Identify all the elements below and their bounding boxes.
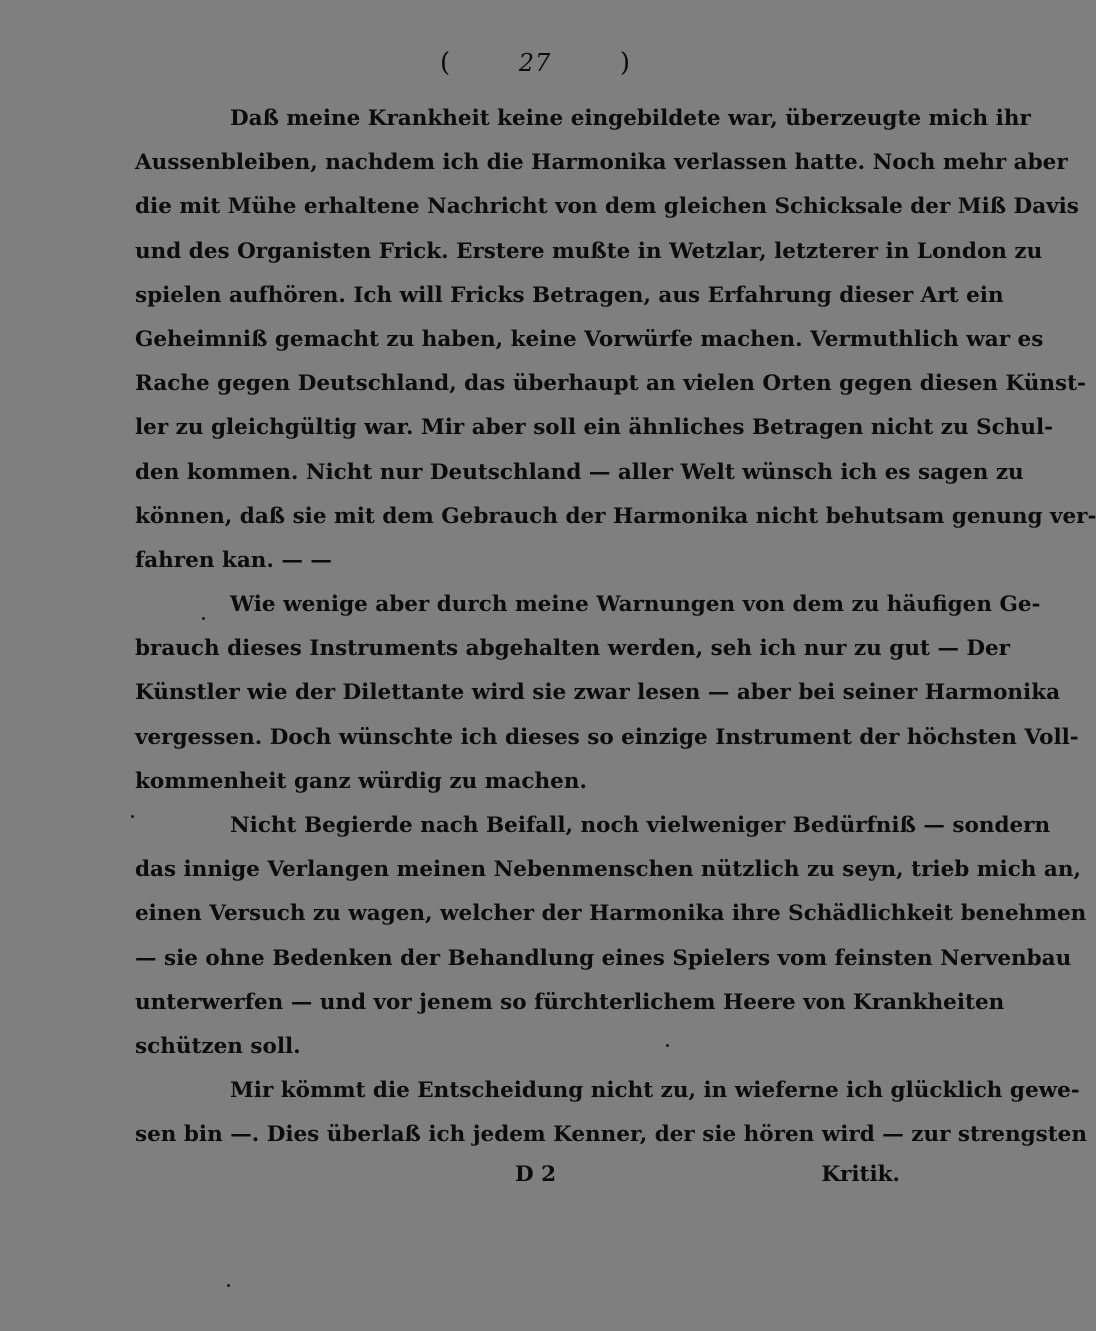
text-line: vergessen. Doch wünschte ich dieses so einzige Instrument der höchsten Voll- [135, 724, 1079, 750]
text-line: einen Versuch zu wagen, welcher der Harmonika ihre Schädlichkeit benehmen [135, 901, 1087, 927]
page-header [440, 48, 630, 78]
ink-speck [131, 815, 134, 818]
text-line: unterwerfen — und vor jenem so fürchterlichem Heere von Krankheiten [135, 989, 1005, 1015]
text-line: kommenheit ganz würdig zu machen. [135, 768, 587, 794]
catchword: Kritik. [821, 1162, 900, 1187]
text-line: und des Organisten Frick. Erstere mußte in Wetzlar, letzterer in London zu [135, 238, 1043, 264]
text-line: fahren kan. — — [135, 547, 332, 573]
text-line: Mir kömmt die Entscheidung nicht zu, in wieferne ich glücklich gewe- [230, 1078, 1080, 1104]
text-line: den kommen. Nicht nur Deutschland — aller Welt wünsch ich es sagen zu [135, 459, 1024, 485]
text-line: sen bin —. Dies überlaß ich jedem Kenner, der sie hören wird — zur strengsten [135, 1122, 1087, 1148]
text-line: spielen aufhören. Ich will Fricks Betragen, aus Erfahrung dieser Art ein [135, 282, 1004, 308]
text-line: Wie wenige aber durch meine Warnungen von dem zu häufigen Ge- [230, 592, 1041, 618]
ink-speck [202, 617, 205, 620]
text-line: Rache gegen Deutschland, das überhaupt an vielen Orten gegen diesen Künst- [135, 371, 1086, 397]
text-line: Künstler wie der Dilettante wird sie zwar lesen — aber bei seiner Harmonika [135, 680, 1061, 706]
text-line: Nicht Begierde nach Beifall, noch vielweniger Bedürfniß — sondern [230, 813, 1051, 838]
text-line: schützen soll. [135, 1033, 301, 1059]
text-line: brauch dieses Instruments abgehalten werden, seh ich nur zu gut — Der [135, 636, 1011, 662]
page-number-open-paren: ( [440, 48, 451, 78]
text-line: das innige Verlangen meinen Nebenmenschen nützlich zu seyn, trieb mich an, [135, 857, 1081, 883]
ink-speck [666, 1044, 669, 1047]
signature-mark: D 2 [515, 1162, 557, 1187]
text-line: Daß meine Krankheit keine eingebildete war, überzeugte mich ihr [230, 106, 1031, 131]
page-number: 27 [518, 49, 552, 77]
text-line: Aussenbleiben, nachdem ich die Harmonika verlassen hatte. Noch mehr aber [135, 150, 1068, 176]
text-line: — sie ohne Bedenken der Behandlung eines Spielers vom feinsten Nervenbau [135, 945, 1072, 971]
text-line: die mit Mühe erhaltene Nachricht von dem gleichen Schicksale der Miß Davis [135, 194, 1079, 220]
page-number-close-paren: ) [619, 48, 630, 78]
body-text [135, 97, 1096, 1158]
ink-speck [227, 1284, 230, 1287]
text-line: Geheimniß gemacht zu haben, keine Vorwürfe machen. Vermuthlich war es [135, 326, 1044, 352]
text-line: ler zu gleichgültig war. Mir aber soll ein ähnliches Betragen nicht zu Schul- [135, 415, 1054, 441]
text-line: können, daß sie mit dem Gebrauch der Harmonika nicht behutsam genung ver- [135, 503, 1096, 529]
